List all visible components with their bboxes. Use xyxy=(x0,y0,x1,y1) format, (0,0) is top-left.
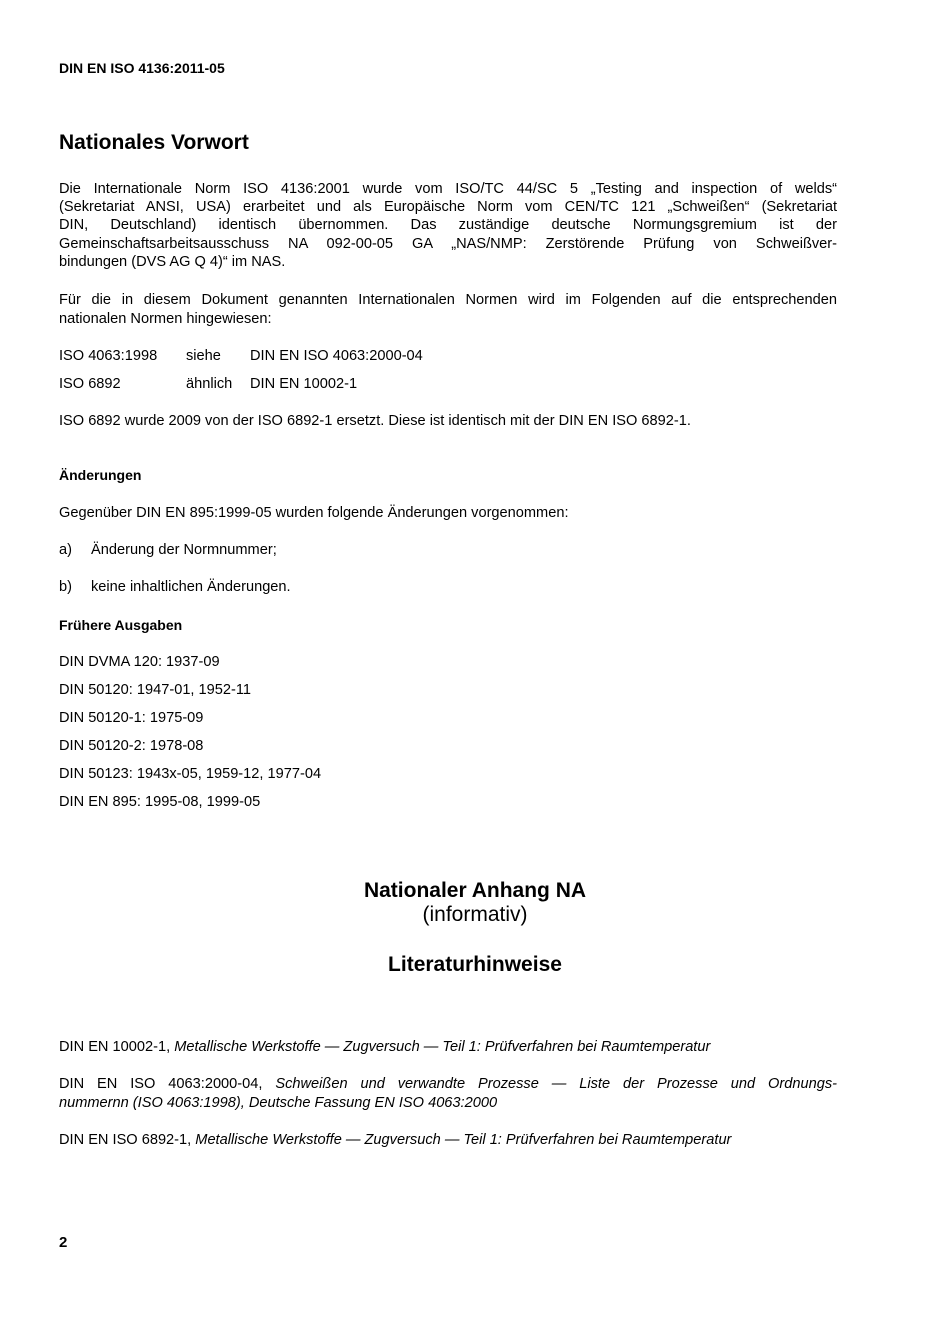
list-item: Änderung der Normnummer; xyxy=(91,542,277,558)
reference-title: nummernn (ISO 4063:1998), Deutsche Fassung EN ISO 4063:2000 xyxy=(59,1095,498,1111)
note-text: ISO 6892 wurde 2009 von der ISO 6892-1 ersetzt. Diese ist identisch mit der DIN EN ISO 6892-1. xyxy=(59,413,691,429)
table-cell-din: DIN EN 10002-1 xyxy=(250,376,358,392)
section-title: Nationales Vorwort xyxy=(59,131,249,154)
paragraph-line: bindungen (DVS AG Q 4)“ im NAS. xyxy=(59,254,286,270)
reference-id: DIN EN ISO 6892-1, xyxy=(59,1132,192,1148)
list-marker: a) xyxy=(59,542,72,558)
annex-subtitle: (informativ) xyxy=(422,903,528,926)
page-number: 2 xyxy=(59,1234,68,1251)
paragraph-line: Für die in diesem Dokument genannten Internationalen Normen wird im Folgenden auf die entsprechenden xyxy=(59,292,837,308)
changes-intro: Gegenüber DIN EN 895:1999-05 wurden folgende Änderungen vorgenommen: xyxy=(59,505,569,521)
list-item: DIN DVMA 120: 1937-09 xyxy=(59,654,220,670)
table-cell-din: DIN EN ISO 4063:2000-04 xyxy=(250,348,423,364)
list-item: DIN 50120-1: 1975-09 xyxy=(59,710,204,726)
list-item: DIN 50120-2: 1978-08 xyxy=(59,738,204,754)
paragraph-line: nationalen Normen hingewiesen: xyxy=(59,311,272,327)
reference-id: DIN EN ISO 4063:2000-04, xyxy=(59,1076,263,1092)
annex-title: Nationaler Anhang NA xyxy=(363,879,587,902)
list-item: DIN 50123: 1943x-05, 1959-12, 1977-04 xyxy=(59,766,322,782)
list-item: DIN EN 895: 1995-08, 1999-05 xyxy=(59,794,261,810)
reference-item xyxy=(59,1075,837,1093)
document-header: DIN EN ISO 4136:2011-05 xyxy=(59,60,225,76)
previous-editions-heading: Frühere Ausgaben xyxy=(59,617,183,633)
reference-title: Schweißen und verwandte Prozesse — Liste der Prozesse und Ordnungs- xyxy=(275,1076,838,1092)
paragraph-line: Die Internationale Norm ISO 4136:2001 wurde vom ISO/TC 44/SC 5 „Testing and inspection of welds“ xyxy=(59,181,837,197)
table-cell-relation: ähnlich xyxy=(186,376,233,392)
list-item: keine inhaltlichen Änderungen. xyxy=(91,579,291,595)
paragraph-line: (Sekretariat ANSI, USA) erarbeitet und als Europäische Norm vom CEN/TC 121 „Schweißen“ (Sekretariat xyxy=(59,199,837,215)
list-marker: b) xyxy=(59,579,72,595)
table-cell-relation: siehe xyxy=(186,348,221,364)
reference-item xyxy=(59,1131,731,1149)
table-cell-iso: ISO 4063:1998 xyxy=(59,348,158,364)
bibliography-title: Literaturhinweise xyxy=(388,953,562,976)
reference-item-continuation xyxy=(59,1094,497,1112)
reference-title: Metallische Werkstoffe — Zugversuch — Teil 1: Prüfverfahren bei Raumtemperatur xyxy=(174,1039,711,1055)
changes-heading: Änderungen xyxy=(59,467,142,483)
paragraph-line: Gemeinschaftsarbeitsausschuss NA 092-00-05 GA „NAS/NMP: Zerstörende Prüfung von Schweißver- xyxy=(59,236,837,252)
reference-id: DIN EN 10002-1, xyxy=(59,1039,171,1055)
paragraph-line: DIN, Deutschland) identisch übernommen. Das zuständige deutsche Normungsgremium ist der xyxy=(59,217,837,233)
table-cell-iso: ISO 6892 xyxy=(59,376,121,392)
reference-item xyxy=(59,1038,710,1056)
list-item: DIN 50120: 1947-01, 1952-11 xyxy=(59,682,252,698)
reference-title: Metallische Werkstoffe — Zugversuch — Teil 1: Prüfverfahren bei Raumtemperatur xyxy=(195,1132,732,1148)
